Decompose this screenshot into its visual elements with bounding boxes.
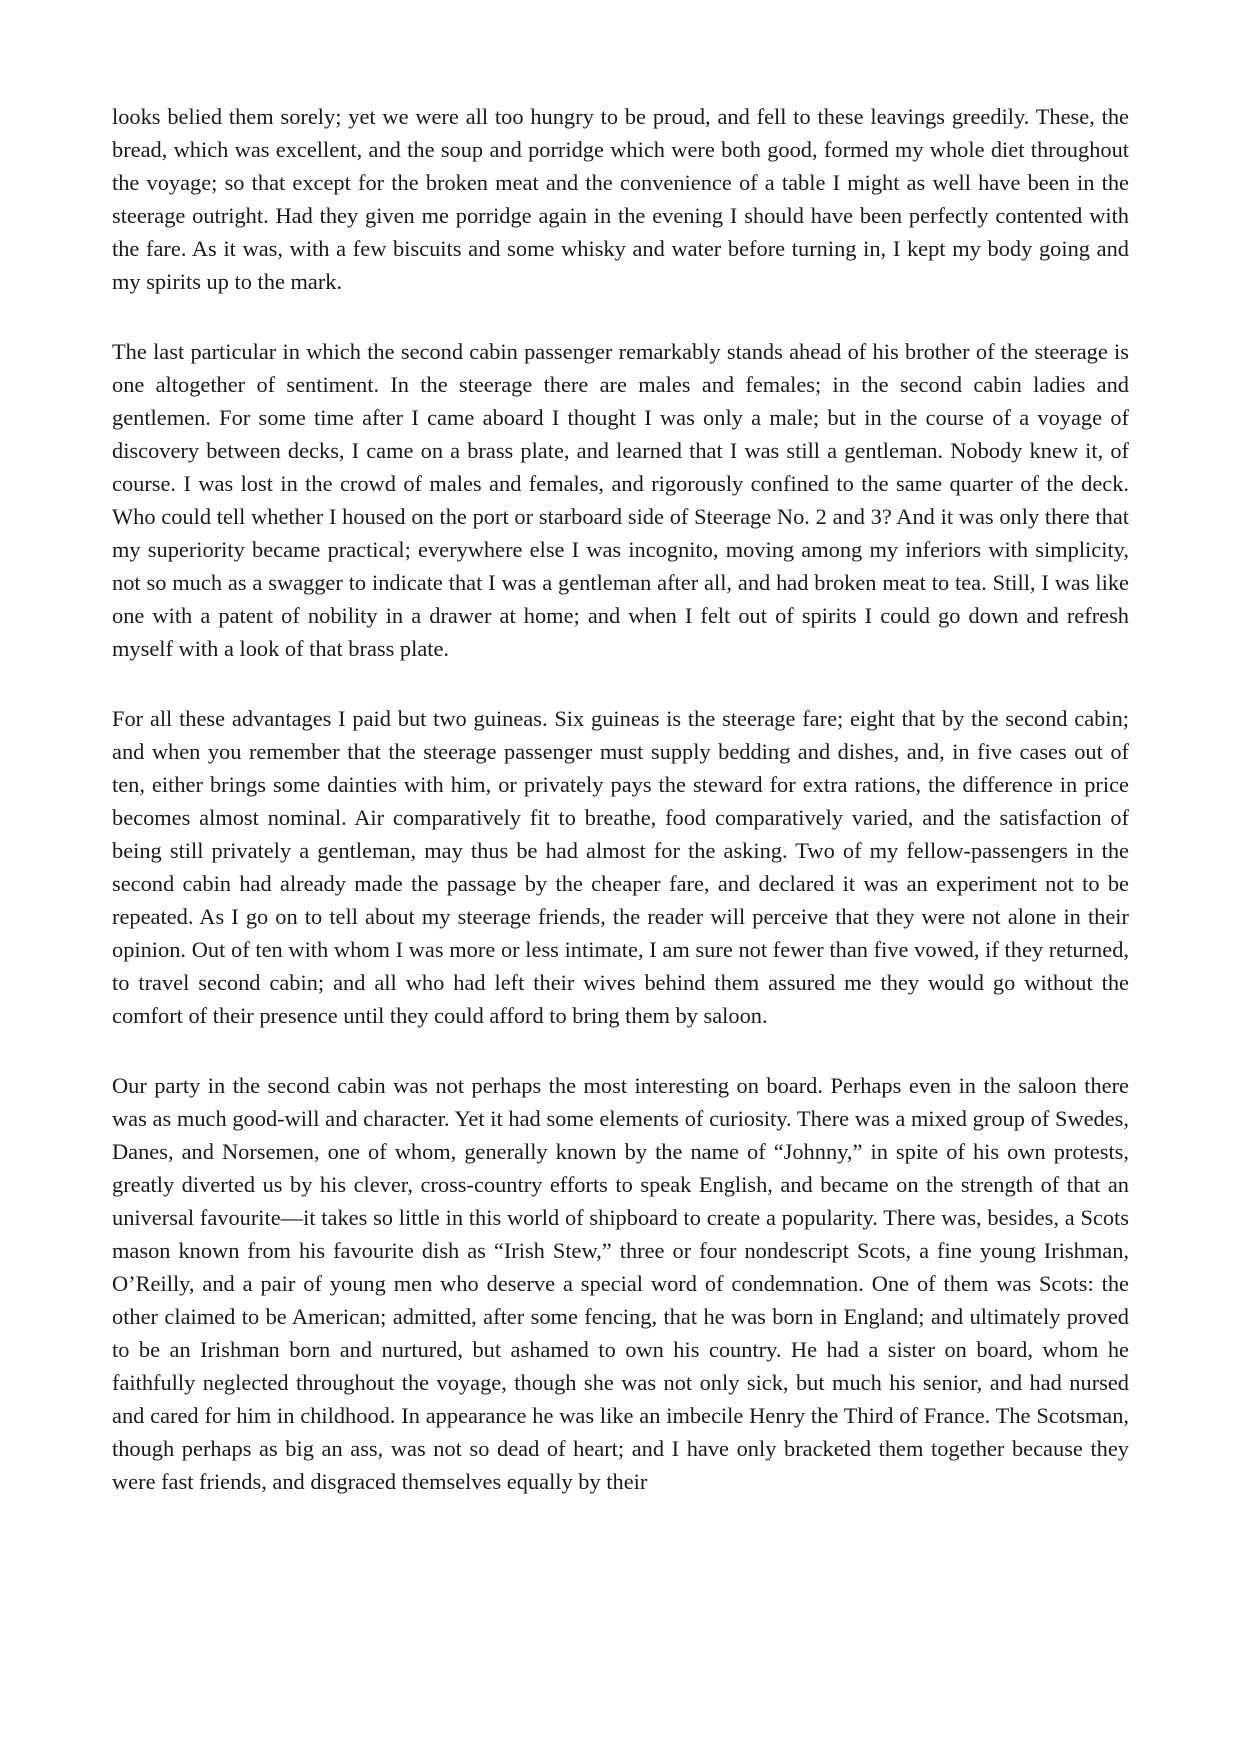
document-page [112, 100, 1129, 1498]
paragraph-1: looks belied them sorely; yet we were all too hungry to be proud, and fell to these leavings greedily. These, the bread, which was excellent, and the soup and porridge which were both good, formed my whole diet throughout the voyage; so that except for the broken meat and the convenience of a table I might as well have been in the steerage outright. Had they given me porridge again in the evening I should have been perfectly contented with the fare. As it was, with a few biscuits and some whisky and water before turning in, I kept my body going and my spirits up to the mark. [112, 104, 1129, 294]
paragraph-3: For all these advantages I paid but two guineas. Six guineas is the steerage fare; eight that by the second cabin; and when you remember that the steerage passenger must supply bedding and dishes, and, in five cases out of ten, either brings some dainties with him, or privately pays the steward for extra rations, the difference in price becomes almost nominal. Air comparatively fit to breathe, food comparatively varied, and the satisfaction of being still privately a gentleman, may thus be had almost for the asking. Two of my fellow-passengers in the second cabin had already made the passage by the cheaper fare, and declared it was an experiment not to be repeated. As I go on to tell about my steerage friends, the reader will perceive that they were not alone in their opinion. Out of ten with whom I was more or less intimate, I am sure not fewer than five vowed, if they returned, to travel second cabin; and all who had left their wives behind them assured me they would go without the comfort of their presence until they could afford to bring them by saloon. [112, 706, 1129, 1028]
paragraph-2: The last particular in which the second cabin passenger remarkably stands ahead of his brother of the steerage is one altogether of sentiment. In the steerage there are males and females; in the second cabin ladies and gentlemen. For some time after I came aboard I thought I was only a male; but in the course of a voyage of discovery between decks, I came on a brass plate, and learned that I was still a gentleman. Nobody knew it, of course. I was lost in the crowd of males and females, and rigorously confined to the same quarter of the deck. Who could tell whether I housed on the port or starboard side of Steerage No. 2 and 3? And it was only there that my superiority became practical; everywhere else I was incognito, moving among my inferiors with simplicity, not so much as a swagger to indicate that I was a gentleman after all, and had broken meat to tea. Still, I was like one with a patent of nobility in a drawer at home; and when I felt out of spirits I could go down and refresh myself with a look of that brass plate. [112, 339, 1129, 661]
paragraph-4: Our party in the second cabin was not perhaps the most interesting on board. Perhaps even in the saloon there was as much good-will and character. Yet it had some elements of curiosity. There was a mixed group of Swedes, Danes, and Norsemen, one of whom, generally known by the name of “Johnny,” in spite of his own protests, greatly diverted us by his clever, cross-country efforts to speak English, and became on the strength of that an universal favourite—it takes so little in this world of shipboard to create a popularity. There was, besides, a Scots mason known from his favourite dish as “Irish Stew,” three or four nondescript Scots, a fine young Irishman, O’Reilly, and a pair of young men who deserve a special word of condemnation. One of them was Scots: the other claimed to be American; admitted, after some fencing, that he was born in England; and ultimately proved to be an Irishman born and nurtured, but ashamed to own his country. He had a sister on board, whom he faithfully neglected throughout the voyage, though she was not only sick, but much his senior, and had nursed and cared for him in childhood. In appearance he was like an imbecile Henry the Third of France. The Scotsman, though perhaps as big an ass, was not so dead of heart; and I have only bracketed them together because they were fast friends, and disgraced themselves equally by their [112, 1073, 1129, 1494]
